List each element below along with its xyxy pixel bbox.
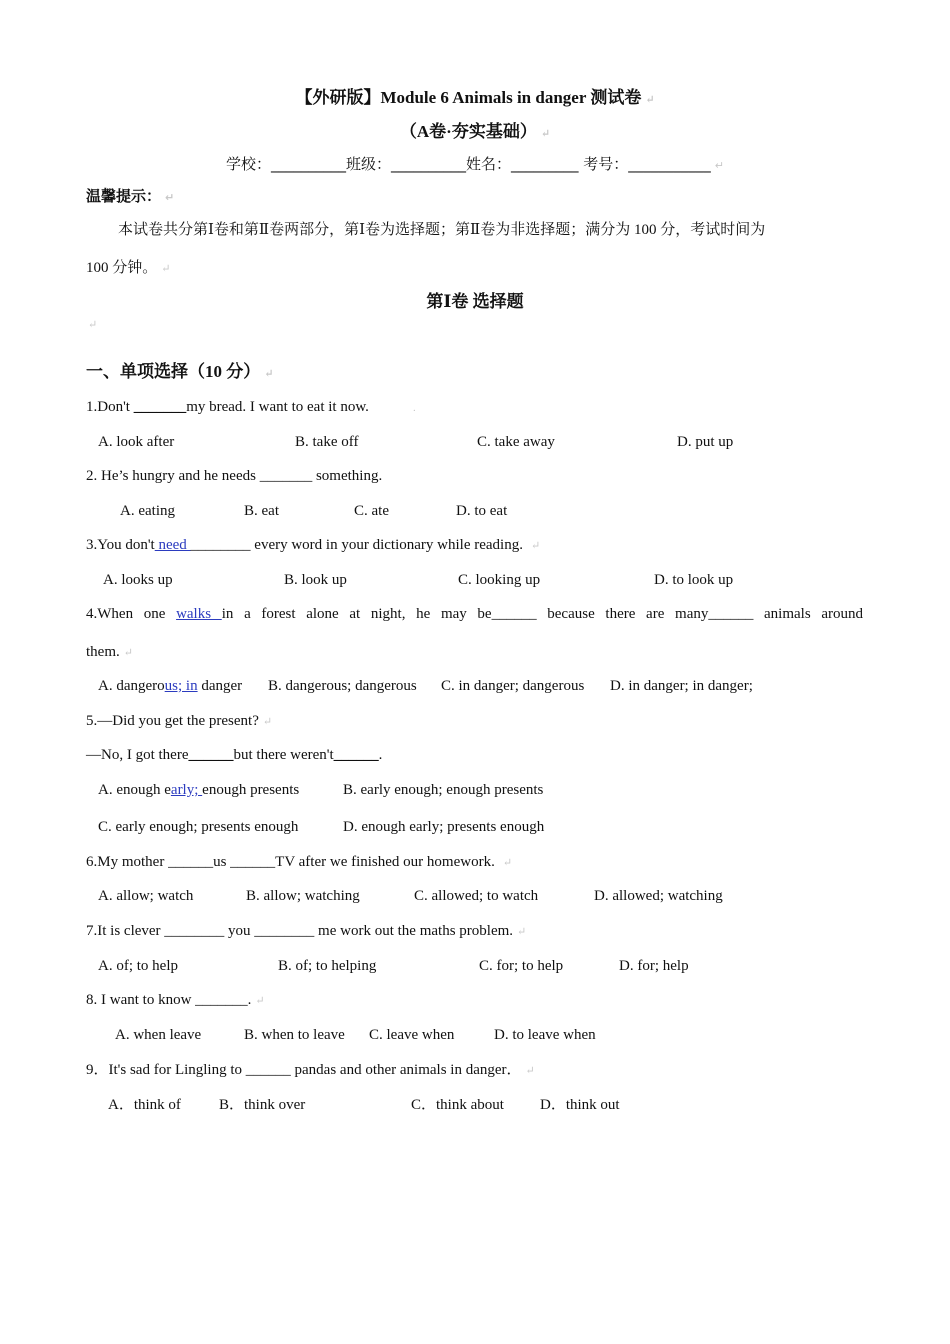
q7-option-d[interactable]: D. for; help xyxy=(619,958,689,974)
notice-text-line1: 本试卷共分第Ⅰ卷和第Ⅱ卷两部分，第Ⅰ卷为选择题；第Ⅱ卷为非选择题；满分为 100 分，考试时间为 xyxy=(118,222,766,238)
student-info-line: 学校：__________班级：__________姓名：_________ 考号：___________ ↵ xyxy=(226,155,724,173)
part1-title: 第Ⅰ卷 选择题 xyxy=(426,292,524,311)
q5-link-option-a[interactable]: arly; xyxy=(170,782,203,798)
exam-subtitle: （A卷·夯实基础） ↵ xyxy=(399,122,551,141)
q1-blank: _______ xyxy=(133,399,187,415)
q4-link-walks[interactable]: walks xyxy=(176,606,222,622)
section1-title: 一、单项选择（10 分） ↵ xyxy=(86,362,274,381)
q1-option-a[interactable]: A. look after xyxy=(98,434,175,450)
q5-blank-1: ______ xyxy=(188,747,234,763)
q8-stem: 8. I want to know _______. ↵ xyxy=(86,992,265,1008)
q1-option-d[interactable]: D. put up xyxy=(677,434,734,450)
q9-option-b[interactable]: B．think over xyxy=(219,1097,306,1113)
q4-option-b[interactable]: B. dangerous; dangerous xyxy=(268,678,417,694)
q7-option-c[interactable]: C. for; to help xyxy=(479,958,564,974)
q5-stem: 5.—Did you get the present? ↵ xyxy=(86,713,273,729)
q3-link-need[interactable]: need xyxy=(154,537,191,553)
q5-blank-2: ______ xyxy=(333,747,379,763)
q4-option-d[interactable]: D. in danger; in danger; xyxy=(610,678,753,694)
q3-option-c[interactable]: C. looking up xyxy=(458,572,541,588)
q5-option-b[interactable]: B. early enough; enough presents xyxy=(343,782,544,798)
q5-option-a[interactable]: A. enough early; enough presents xyxy=(98,782,300,798)
q3-option-b[interactable]: B. look up xyxy=(284,572,347,588)
q8-option-c[interactable]: C. leave when xyxy=(369,1027,455,1043)
q5-option-c[interactable]: C. early enough; presents enough xyxy=(98,819,299,835)
q6-stem: 6.My mother ______us ______TV after we finished our homework. ↵ xyxy=(86,854,513,870)
q2-option-b[interactable]: B. eat xyxy=(244,503,279,519)
q8-option-d[interactable]: D. to leave when xyxy=(494,1027,596,1043)
q1-option-b[interactable]: B. take off xyxy=(295,434,359,450)
q3-stem: 3.You don't need ________ every word in your dictionary while reading. ↵ xyxy=(86,537,541,553)
q9-stem: 9．It's sad for Lingling to ______ pandas and other animals in danger． ↵ xyxy=(86,1062,535,1078)
q2-option-c[interactable]: C. ate xyxy=(354,503,389,519)
q6-option-c[interactable]: C. allowed; to watch xyxy=(414,888,539,904)
q7-option-b[interactable]: B. of; to helping xyxy=(278,958,377,974)
q9-option-d[interactable]: D．think out xyxy=(540,1097,620,1113)
q8-option-b[interactable]: B. when to leave xyxy=(244,1027,345,1043)
q4-option-a[interactable]: A. dangerous; in danger xyxy=(98,678,243,694)
q4-stem-line2: them. ↵ xyxy=(86,644,133,660)
exam-title: 【外研版】Module 6 Animals in danger 测试卷 ↵ xyxy=(295,88,655,107)
q1-option-c[interactable]: C. take away xyxy=(477,434,555,450)
q2-stem: 2. He’s hungry and he needs _______ something. xyxy=(86,468,383,484)
q9-option-a[interactable]: A．think of xyxy=(108,1097,181,1113)
q4-link-option-a[interactable]: us; in xyxy=(164,678,198,694)
q3-option-d[interactable]: D. to look up xyxy=(654,572,734,588)
q8-option-a[interactable]: A. when leave xyxy=(115,1027,202,1043)
q1-stem: 1.Don't _______my bread. I want to eat it now. . xyxy=(86,399,416,415)
q3-option-a[interactable]: A. looks up xyxy=(103,572,173,588)
q4-stem: 4.When one walks in a forest alone at night, he may be______ because there are many______ animals around xyxy=(86,606,863,622)
q6-option-a[interactable]: A. allow; watch xyxy=(98,888,194,904)
q2-option-a[interactable]: A. eating xyxy=(120,503,175,519)
q4-option-c[interactable]: C. in danger; dangerous xyxy=(441,678,585,694)
notice-text-line2: 100 分钟。 ↵ xyxy=(86,260,171,276)
q7-stem: 7.It is clever ________ you ________ me work out the maths problem. ↵ xyxy=(86,923,527,939)
q6-option-d[interactable]: D. allowed; watching xyxy=(594,888,723,904)
q7-option-a[interactable]: A. of; to help xyxy=(98,958,178,974)
q5-option-d[interactable]: D. enough early; presents enough xyxy=(343,819,545,835)
notice-label: 温馨提示： ↵ xyxy=(86,187,175,205)
q2-option-d[interactable]: D. to eat xyxy=(456,503,508,519)
q9-option-c[interactable]: C．think about xyxy=(411,1097,504,1113)
q5-reply: —No, I got there______but there weren't______. xyxy=(86,747,383,763)
empty-paragraph-mark: ↵ xyxy=(88,319,98,331)
q6-option-b[interactable]: B. allow; watching xyxy=(246,888,360,904)
